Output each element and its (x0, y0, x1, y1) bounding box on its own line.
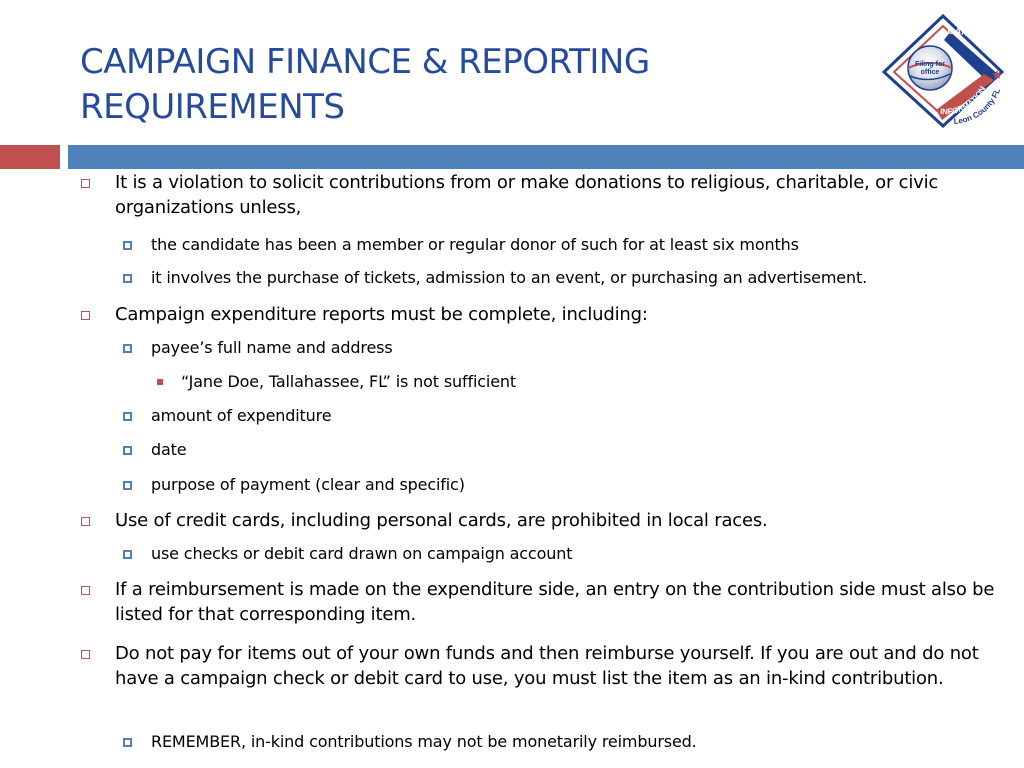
hollow-square-bullet-icon (81, 517, 90, 526)
bullet-item (151, 439, 1011, 461)
bullet-text: date (151, 440, 187, 459)
accent-bar-blue (68, 145, 1024, 169)
bullet-item (151, 337, 1011, 359)
square-outline-bullet-icon (123, 738, 132, 747)
square-outline-bullet-icon (123, 481, 132, 490)
bullet-item (181, 371, 1001, 393)
bullet-text: the candidate has been a member or regular donor of such for at least six months (151, 235, 799, 254)
accent-bar-red (0, 145, 60, 169)
square-outline-bullet-icon (123, 412, 132, 421)
bullet-text: It is a violation to solicit contributions from or make donations to religious, charitable, or civic organizations unless, (115, 172, 939, 218)
logo-arc-top-text: CANDIDATE (947, 25, 999, 59)
bullet-text: payee’s full name and address (151, 338, 393, 357)
logo-center-line1: Filing for (915, 61, 945, 68)
bullet-item (151, 731, 1011, 753)
hollow-square-bullet-icon (81, 586, 90, 595)
bullet-item (115, 641, 1007, 691)
bullet-item (151, 234, 1011, 256)
bullet-item (151, 405, 1011, 427)
bullet-text: amount of expenditure (151, 406, 332, 425)
bullet-text: If a reimbursement is made on the expenditure side, an entry on the contribution side must also be listed for that corresponding item. (115, 579, 995, 625)
bullet-item (115, 577, 1007, 627)
bullet-item (115, 508, 1007, 533)
bullet-item (115, 302, 1007, 327)
bullet-text: Campaign expenditure reports must be complete, including: (115, 304, 648, 325)
bullet-item (115, 170, 1007, 220)
bullet-text: purpose of payment (clear and specific) (151, 475, 465, 494)
bullet-text: it involves the purchase of tickets, admission to an event, or purchasing an advertisement. (151, 268, 868, 287)
slide-title: CAMPAIGN FINANCE & REPORTING REQUIREMENTS (80, 42, 650, 127)
bullet-item (151, 543, 1011, 565)
filled-square-bullet-icon (157, 379, 163, 385)
square-outline-bullet-icon (123, 241, 132, 250)
bullet-item (151, 267, 1011, 289)
candidate-information-logo (880, 10, 1005, 128)
square-outline-bullet-icon (123, 550, 132, 559)
bullet-text: use checks or debit card drawn on campaign account (151, 544, 573, 563)
bullet-text: Use of credit cards, including personal cards, are prohibited in local races. (115, 510, 768, 531)
logo-center-line2: office (920, 69, 940, 76)
bullet-text: “Jane Doe, Tallahassee, FL” is not sufficient (181, 372, 517, 391)
bullet-item (151, 474, 1011, 496)
logo-arc-bottom-text: Leon County FL (953, 87, 1003, 127)
bullet-text: REMEMBER, in-kind contributions may not be monetarily reimbursed. (151, 732, 697, 751)
bullet-text: Do not pay for items out of your own funds and then reimburse yourself. If you are out and do not have a campaign check or debit card to use, you must list the item as an in-kind contribution. (115, 643, 979, 689)
hollow-square-bullet-icon (81, 179, 90, 188)
square-outline-bullet-icon (123, 446, 132, 455)
hollow-square-bullet-icon (81, 311, 90, 320)
square-outline-bullet-icon (123, 344, 132, 353)
square-outline-bullet-icon (123, 274, 132, 283)
hollow-square-bullet-icon (81, 650, 90, 659)
logo-arc-middle-text: INFORMATION (939, 84, 988, 117)
